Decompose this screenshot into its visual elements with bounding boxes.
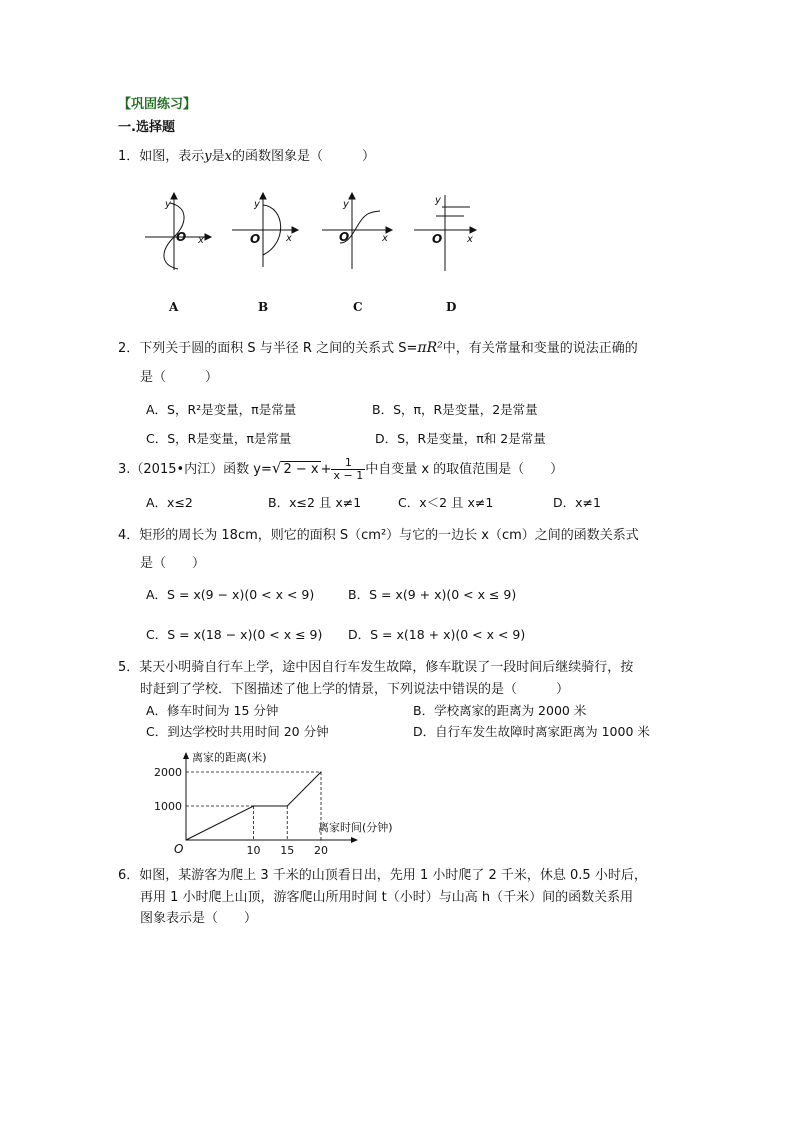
question-2-line2: 是（ ） bbox=[140, 370, 219, 385]
question-1 bbox=[118, 149, 375, 165]
chart-point bbox=[287, 805, 288, 806]
q3-option-c[interactable]: C．x＜2 且 x≠1 bbox=[398, 495, 494, 510]
graph-a-origin: O bbox=[176, 230, 187, 244]
graph-a bbox=[145, 193, 211, 270]
graph-d-origin: O bbox=[432, 232, 443, 246]
q3-option-a[interactable]: A．x≤2 bbox=[146, 495, 193, 510]
subsection-title: 一.选择题 bbox=[118, 120, 175, 135]
graph-b-origin: O bbox=[250, 232, 261, 246]
q1-var-x: x bbox=[224, 149, 232, 164]
question-4-line2: 是（ ） bbox=[140, 556, 206, 571]
chart-point bbox=[253, 805, 254, 806]
chart-x-axis-arrow bbox=[351, 837, 358, 843]
chart-y-tick-label: 2000 bbox=[154, 766, 182, 779]
q4-option-c[interactable]: C．S = x(18 − x)(0 < x ≤ 9) bbox=[146, 627, 323, 642]
q5-option-d[interactable]: D．自行车发生故障时离家距离为 1000 米 bbox=[413, 724, 650, 739]
question-3: 3.（2015•内江）函数 y=√ 2 − x + $\frac{1}{x - 1}$ 中自变量 x 的取值范围是（ ） bbox=[118, 455, 564, 482]
q3-text-after: 中自变量 x 的取值范围是（ ） bbox=[365, 462, 564, 477]
graph-c bbox=[322, 193, 392, 269]
graph-a-y-label: y bbox=[165, 199, 171, 210]
graph-a-x-label: x bbox=[198, 235, 204, 246]
chart-x-tick-label: 20 bbox=[314, 844, 328, 857]
q1-var-y: y bbox=[204, 149, 212, 164]
graph-d-x-label: x bbox=[467, 234, 473, 245]
graph-b-x-label: x bbox=[286, 233, 292, 244]
q5-option-b[interactable]: B．学校离家的距离为 2000 米 bbox=[413, 703, 587, 718]
graph-label-a: A bbox=[169, 300, 179, 314]
q3-frac-num: 1 bbox=[331, 457, 365, 470]
question-6-line1: 6．如图，某游客为爬上 3 千米的山顶看日出，先用 1 小时爬了 2 千米，休息 0.5 小时后， bbox=[118, 868, 647, 883]
chart-y-tick-label: 1000 bbox=[154, 800, 182, 813]
q3-option-d[interactable]: D．x≠1 bbox=[553, 495, 601, 510]
chart-point bbox=[320, 771, 321, 772]
q2-text-a: 2．下列关于圆的面积 S 与半径 R 之间的关系式 S= bbox=[118, 341, 418, 356]
q2-option-b[interactable]: B．S，π，R是变量，2是常量 bbox=[372, 402, 538, 417]
q2-option-a[interactable]: A．S，R²是变量，π是常量 bbox=[146, 402, 297, 417]
q3-sqrt: 2 − x bbox=[283, 462, 319, 477]
graph-c-x-label: x bbox=[382, 233, 388, 244]
question-4-line1: 4．矩形的周长为 18cm，则它的面积 S（cm²）与它的一边长 x（cm）之间的函数关系式 bbox=[118, 528, 639, 543]
q2-text-b: 中，有关常量和变量的说法正确的 bbox=[442, 341, 638, 356]
q4-option-b[interactable]: B．S = x(9 + x)(0 < x ≤ 9) bbox=[348, 587, 517, 602]
graph-b-y-label: y bbox=[254, 199, 260, 210]
graph-label-c: C bbox=[353, 300, 363, 314]
question-5-line2: 时赶到了学校．下图描述了他上学的情景，下列说法中错误的是（ ） bbox=[140, 682, 570, 697]
q2-option-c[interactable]: C．S，R是变量，π是常量 bbox=[146, 431, 292, 446]
q3-fraction bbox=[331, 457, 365, 482]
graph-c-origin: O bbox=[339, 230, 350, 244]
graph-d-y-label: y bbox=[435, 195, 441, 206]
question-2-line1 bbox=[118, 340, 638, 358]
section-title: 【巩固练习】 bbox=[118, 97, 197, 112]
distance-time-chart bbox=[150, 745, 410, 865]
q1-text-mid: 是 bbox=[211, 149, 225, 164]
q1-text-before: 1．如图，表示 bbox=[118, 149, 205, 164]
chart-origin: O bbox=[174, 842, 184, 856]
q3-text-before: 3.（2015•内江）函数 y= bbox=[118, 462, 272, 477]
q1-graphs bbox=[0, 185, 794, 325]
chart-x-tick-label: 15 bbox=[280, 844, 295, 857]
chart-point bbox=[185, 839, 186, 840]
graph-c-y-label: y bbox=[343, 199, 349, 210]
q4-option-d[interactable]: D．S = x(18 + x)(0 < x < 9) bbox=[348, 627, 526, 642]
q3-plus: + bbox=[320, 462, 332, 477]
q2-option-d[interactable]: D．S，R是变量，π和 2是常量 bbox=[375, 431, 546, 446]
q4-option-a[interactable]: A．S = x(9 − x)(0 < x < 9) bbox=[146, 587, 315, 602]
q2-formula: πR² bbox=[417, 340, 443, 356]
question-6-line3: 图象表示是（ ） bbox=[140, 911, 258, 926]
graph-d bbox=[414, 195, 476, 271]
q3-frac-den: x − 1 bbox=[333, 469, 364, 482]
graph-label-d: D bbox=[446, 300, 457, 314]
q5-option-c[interactable]: C．到达学校时共用时间 20 分钟 bbox=[146, 724, 329, 739]
chart-x-tick-label: 10 bbox=[246, 844, 261, 857]
chart-xlabel: 离家时间(分钟) bbox=[318, 821, 393, 834]
chart-ylabel: 离家的距离(米) bbox=[192, 751, 267, 764]
question-6-line2: 再用 1 小时爬上山顶，游客爬山所用时间 t（小时）与山高 h（千米）间的函数关系用 bbox=[140, 890, 634, 905]
chart-y-axis-arrow bbox=[183, 752, 189, 759]
graph-label-b: B bbox=[258, 300, 269, 314]
q3-option-b[interactable]: B．x≤2 且 x≠1 bbox=[268, 495, 362, 510]
question-5-line1: 5．某天小明骑自行车上学，途中因自行车发生故障，修车耽误了一段时间后继续骑行，按 bbox=[118, 660, 634, 675]
q1-text-after: 的函数图象是（ ） bbox=[232, 149, 376, 164]
q5-option-a[interactable]: A．修车时间为 15 分钟 bbox=[146, 703, 279, 718]
graph-b bbox=[232, 193, 298, 267]
